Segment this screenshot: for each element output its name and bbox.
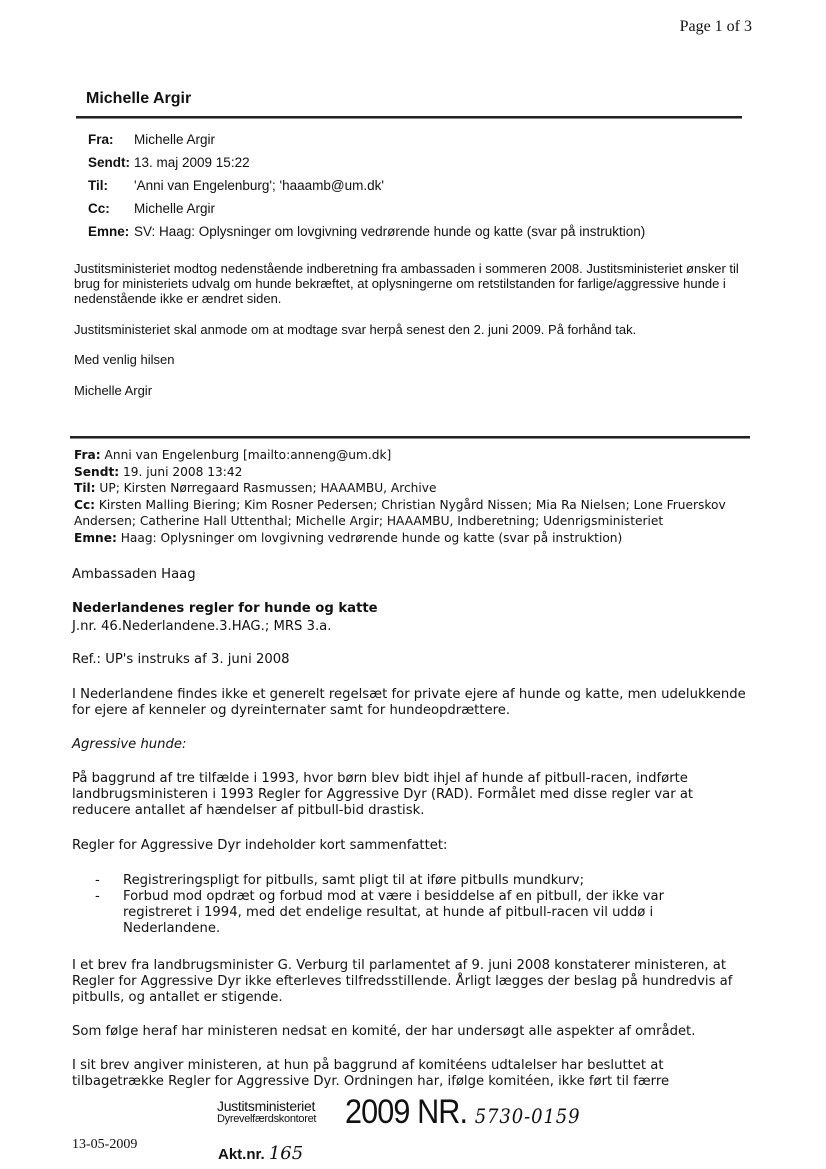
email-header [88, 128, 645, 243]
report-paragraph: Regler for Aggressive Dyr indeholder kort sammenfattet: [72, 838, 448, 853]
forward-divider [70, 436, 750, 439]
report-title: Nederlandenes regler for hunde og katte [72, 601, 378, 616]
forwarded-header [74, 447, 774, 546]
fwd-cc-line: Cc: Kirsten Malling Biering; Kim Rosner Pedersen; Christian Nygård Nissen; Mia Ra Nielsen; Lone Fruerskov Andersen; Catherine Hall Uttenthal; Michelle Argir; HAAAMBU, Indberetning; Udenrigsministeriet [74, 497, 726, 528]
message-paragraph: Justitsministeriet modtog nedenstående indberetning fra ambassaden i sommeren 2008. Justitsministeriet ønsker til brug for ministeriets udvalg om hunde bekræftet, at oplysningerne om retstilstanden for farlige/aggressive hunde i nedenstående ikke er ændret siden. [74, 261, 739, 306]
header-label: Fra: [88, 132, 114, 147]
message-signature: Michelle Argir [74, 383, 153, 398]
stamp-akt-number: Akt.nr. 165 [218, 1143, 304, 1164]
reference-line: Ref.: UP's instruks af 3. juni 2008 [72, 652, 290, 667]
rules-list [95, 873, 735, 937]
message-paragraph: Justitsministeriet skal anmode om at modtage svar herpå senest den 2. juni 2009. På forhånd tak. [74, 322, 637, 337]
journal-number: J.nr. 46.Nederlandene.3.HAG.; MRS 3.a. [72, 619, 332, 634]
sender-heading: Michelle Argir [86, 90, 192, 107]
list-item: - Registreringspligt for pitbulls, samt pligt til at iføre pitbulls mundkurv; [95, 873, 585, 888]
report-paragraph: På baggrund af tre tilfælde i 1993, hvor børn blev bidt ihjel af hunde af pitbull-racen, indførte landbrugsministeren i 1993 Regler for Aggressive Dyr (RAD). Formålet med disse regler var at reducere antallet af hændelser af pitbull-bid drastisk. [72, 771, 694, 818]
stamp-handwritten-number: 5730-0159 [474, 1104, 581, 1128]
report-paragraph: I sit brev angiver ministeren, at hun på baggrund af komitéens udtalelser har besluttet at tilbagetrække Regler for Aggressive Dyr. Ordningen har, ifølge komitéen, ikke ført til færre [72, 1058, 670, 1089]
header-label: Cc: [88, 201, 110, 216]
stamp-case-number [345, 1093, 581, 1132]
embassy-line: Ambassaden Haag [72, 567, 196, 582]
header-sent-row [88, 151, 645, 174]
list-item: - Forbud mod opdræt og forbud mod at være i besiddelse af en pitbull, der ikke var registreret i 1994, med det endelige resultat, at hunde af pitbull-racen vil uddø i Nederlandene. [95, 889, 665, 936]
header-label: Emne: [88, 224, 130, 239]
report-paragraph: I et brev fra landbrugsminister G. Verburg til parlamentet af 9. juni 2008 konstaterer ministeren, at Regler for Aggressive Dyr ikke efterleves tilfredsstillende. Årligt lægges der beslag på hundredvis af pitbulls, og antallet er stigende. [72, 958, 733, 1005]
header-to-row [88, 174, 645, 197]
stamp-year: 2009 [345, 1093, 410, 1131]
header-subject-row [88, 220, 645, 243]
header-label: Sendt: [88, 155, 130, 170]
stamp-nr-label: NR. [417, 1093, 468, 1131]
header-value: 'Anni van Engelenburg'; 'haaamb@um.dk' [134, 178, 384, 193]
footer-date: 13-05-2009 [72, 1137, 138, 1152]
header-cc-row [88, 197, 645, 220]
fwd-subject-line: Emne: Haag: Oplysninger om lovgivning vedrørende hunde og katte (svar på instruktion) [74, 530, 623, 545]
header-divider [76, 116, 742, 119]
stamp-akt-handwritten: 165 [268, 1143, 304, 1164]
report-paragraph: I Nederlandene findes ikke et generelt regelsæt for private ejere af hunde og katte, men udelukkende for ejere af kenneler og dyreinternater samt for hundeopdrættere. [72, 687, 746, 718]
header-value: SV: Haag: Oplysninger om lovgivning vedrørende hunde og katte (svar på instruktion) [134, 224, 646, 239]
message-closing: Med venlig hilsen [74, 352, 175, 367]
header-value: Michelle Argir [134, 132, 216, 147]
header-from-row [88, 128, 645, 151]
stamp-ministry: Justitsministeriet [217, 1098, 316, 1114]
header-value: Michelle Argir [134, 201, 216, 216]
section-heading: Agressive hunde: [72, 737, 187, 752]
fwd-to-line: Til: UP; Kirsten Nørregaard Rasmussen; HAAAMBU, Archive [74, 481, 437, 495]
report-paragraph: Som følge heraf har ministeren nedsat en komité, der har undersøgt alle aspekter af området. [72, 1024, 696, 1039]
header-value: 13. maj 2009 15:22 [134, 155, 250, 170]
stamp-office: Dyrevelfærdskontoret [217, 1113, 317, 1125]
page-number: Page 1 of 3 [679, 18, 752, 35]
fwd-sent-line: Sendt: 19. juni 2008 13:42 [74, 464, 243, 479]
fwd-from-line: Fra: Anni van Engelenburg [mailto:anneng@um.dk] [74, 448, 392, 462]
header-label: Til: [88, 178, 108, 193]
